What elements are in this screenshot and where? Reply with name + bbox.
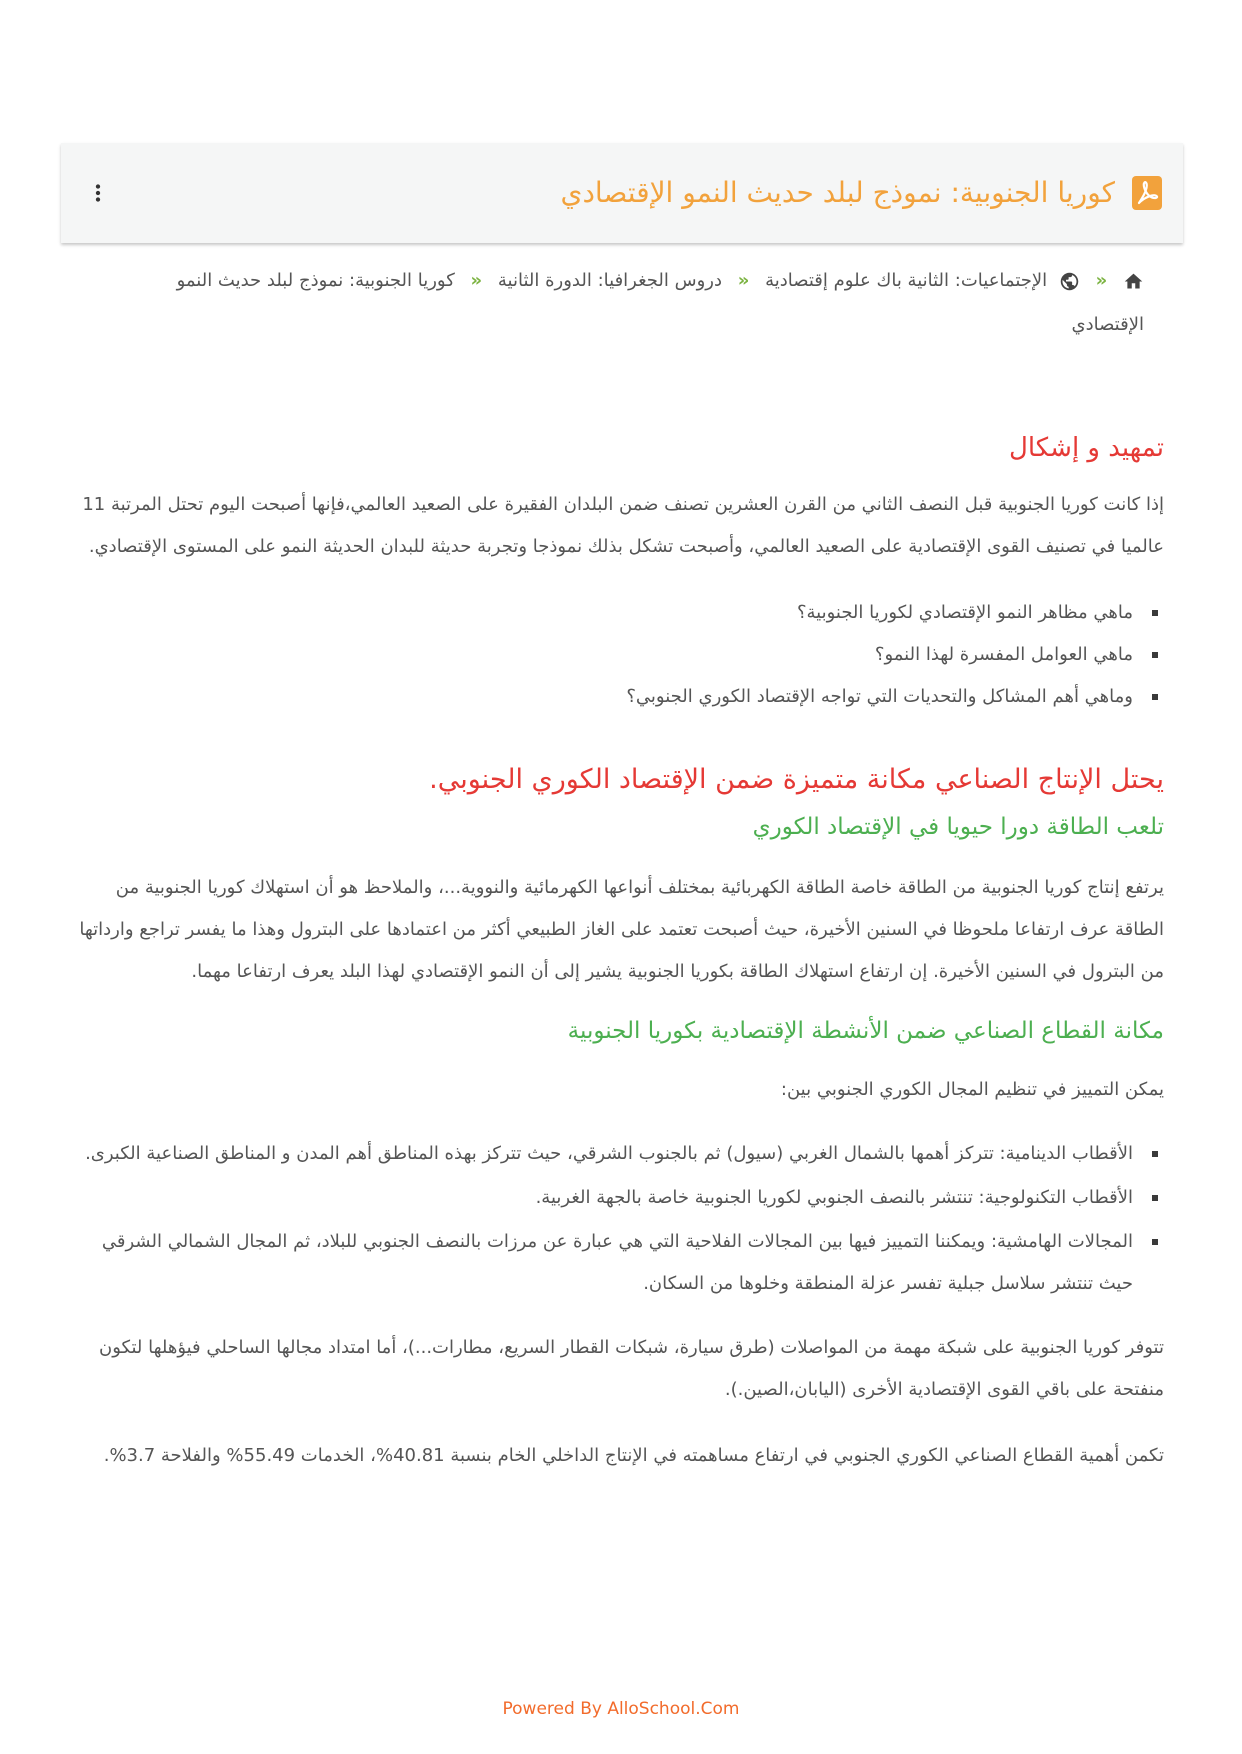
zone-text: الأقطاب الدينامية: تتركز أهمها بالشمال الغربي (سيول) ثم بالجنوب الشرقي، حيث تتركز بهذه المناطق أهم المدن و المناطق الصناعية الكبرى. (85, 1143, 1133, 1164)
list-item (78, 1221, 1133, 1305)
list-item (78, 634, 1133, 676)
breadcrumb-separator: » (470, 270, 483, 291)
more-vert-icon (85, 180, 111, 206)
zone-text: الأقطاب التكنولوجية: تنتشر بالنصف الجنوبي لكوريا الجنوبية خاصة بالجهة الغربية. (535, 1187, 1133, 1208)
breadcrumb-item-current: كوريا الجنوبية: نموذج لبلد حديث النمو الإقتصادي (176, 270, 1144, 335)
breadcrumb (78, 259, 1164, 347)
intro-heading: تمهيد و إشكال (1008, 433, 1164, 463)
square-bullet (1152, 1151, 1158, 1157)
breadcrumb-separator: » (737, 270, 750, 291)
intro-paragraph: إذا كانت كوريا الجنوبية قبل النصف الثاني من القرن العشرين تصنف ضمن البلدان الفقيرة على الصعيد العالمي،فإنها أصبحت اليوم تحتل المرتبة 11 عالميا في تصنيف القوى الإقتصادية على الصعيد العالمي، وأصبحت تشكل بذلك نموذجا وتجربة حديثة للبدان الحديثة النمو على المستوى الإقتصادي. (82, 494, 1164, 557)
breadcrumb-item-lessons[interactable]: دروس الجغرافيا: الدورة الثانية (497, 270, 722, 291)
square-bullet (1152, 1195, 1158, 1201)
list-item (78, 676, 1133, 718)
list-item (78, 592, 1133, 634)
spatial-zones-list (78, 1133, 1164, 1305)
square-bullet (1152, 652, 1158, 658)
problem-questions-list (78, 592, 1164, 718)
question-text: ماهي العوامل المفسرة لهذا النمو؟ (874, 644, 1133, 665)
breadcrumb-separator: » (1095, 270, 1108, 291)
pdf-icon (1132, 176, 1162, 210)
powered-by-footer-link[interactable]: Powered By AlloSchool.Com (502, 1699, 740, 1719)
list-item (78, 1177, 1133, 1219)
breadcrumb-item-subject[interactable]: الإجتماعيات: الثانية باك علوم إقتصادية (765, 270, 1048, 291)
question-text: وماهي أهم المشاكل والتحديات التي تواجه الإقتصاد الكوري الجنوبي؟ (626, 686, 1133, 707)
header-card (61, 143, 1183, 243)
transport-network-paragraph: تتوفر كوريا الجنوبية على شبكة مهمة من المواصلات (طرق سيارة، شبكات القطار السريع، مطارات...)، أما امتداد مجالها الساحلي فيؤهلها لتكون منفتحة على باقي القوى الإقتصادية الأخرى (اليابان،الصين.). (98, 1337, 1164, 1400)
industry-lead-paragraph: يمكن التمييز في تنظيم المجال الكوري الجنوبي بين: (780, 1079, 1164, 1100)
home-icon (1123, 271, 1144, 292)
breadcrumb-home-link[interactable] (1123, 259, 1144, 303)
list-item (78, 1133, 1133, 1175)
square-bullet (1152, 694, 1158, 700)
more-menu-button[interactable] (85, 180, 111, 206)
energy-subheading: تلعب الطاقة دورا حيويا في الإقتصاد الكوري (752, 814, 1164, 840)
square-bullet (1152, 610, 1158, 616)
energy-paragraph: يرتفع إنتاج كوريا الجنوبية من الطاقة خاصة الطاقة الكهربائية بمختلف أنواعها الكهرمائية والنووية...، والملاحظ هو أن استهلاك كوريا الجنوبية من الطاقة عرف ارتفاعا ملحوظا في السنين الأخيرة، حيث أصبحت تعتمد على الغاز الطبيعي أكثر من اعتمادها على البترول وهذا ما يفسر تراجع وارداتها من البترول في السنين الأخيرة. إن ارتفاع استهلاك الطاقة بكوريا الجنوبية يشير إلى أن النمو الإقتصادي لهذا البلد يعرف ارتفاعا مهما. (79, 877, 1164, 982)
globe-icon (1059, 271, 1080, 292)
industry-subheading: مكانة القطاع الصناعي ضمن الأنشطة الإقتصادية بكوريا الجنوبية (567, 1018, 1164, 1044)
question-text: ماهي مظاهر النمو الإقتصادي لكوريا الجنوبية؟ (796, 602, 1133, 623)
main-section-heading: يحتل الإنتاج الصناعي مكانة متميزة ضمن الإقتصاد الكوري الجنوبي. (429, 764, 1164, 795)
article-content (78, 259, 1164, 1477)
gdp-share-paragraph: تكمن أهمية القطاع الصناعي الكوري الجنوبي في ارتفاع مساهمته في الإنتاج الداخلي الخام بنسبة 40.81%، الخدمات 55.49% والفلاحة 3.7%. (103, 1445, 1164, 1466)
page-title: كوريا الجنوبية: نموذج لبلد حديث النمو الإقتصادي (560, 176, 1115, 209)
square-bullet (1152, 1239, 1158, 1245)
zone-text: المجالات الهامشية: ويمكننا التمييز فيها بين المجالات الفلاحية التي هي عبارة عن مرزات بالنصف الجنوبي للبلاد، ثم المجال الشمالي الشرقي حيث تنتشر سلاسل جبلية تفسر عزلة المنطقة وخلوها من السكان. (101, 1231, 1133, 1294)
